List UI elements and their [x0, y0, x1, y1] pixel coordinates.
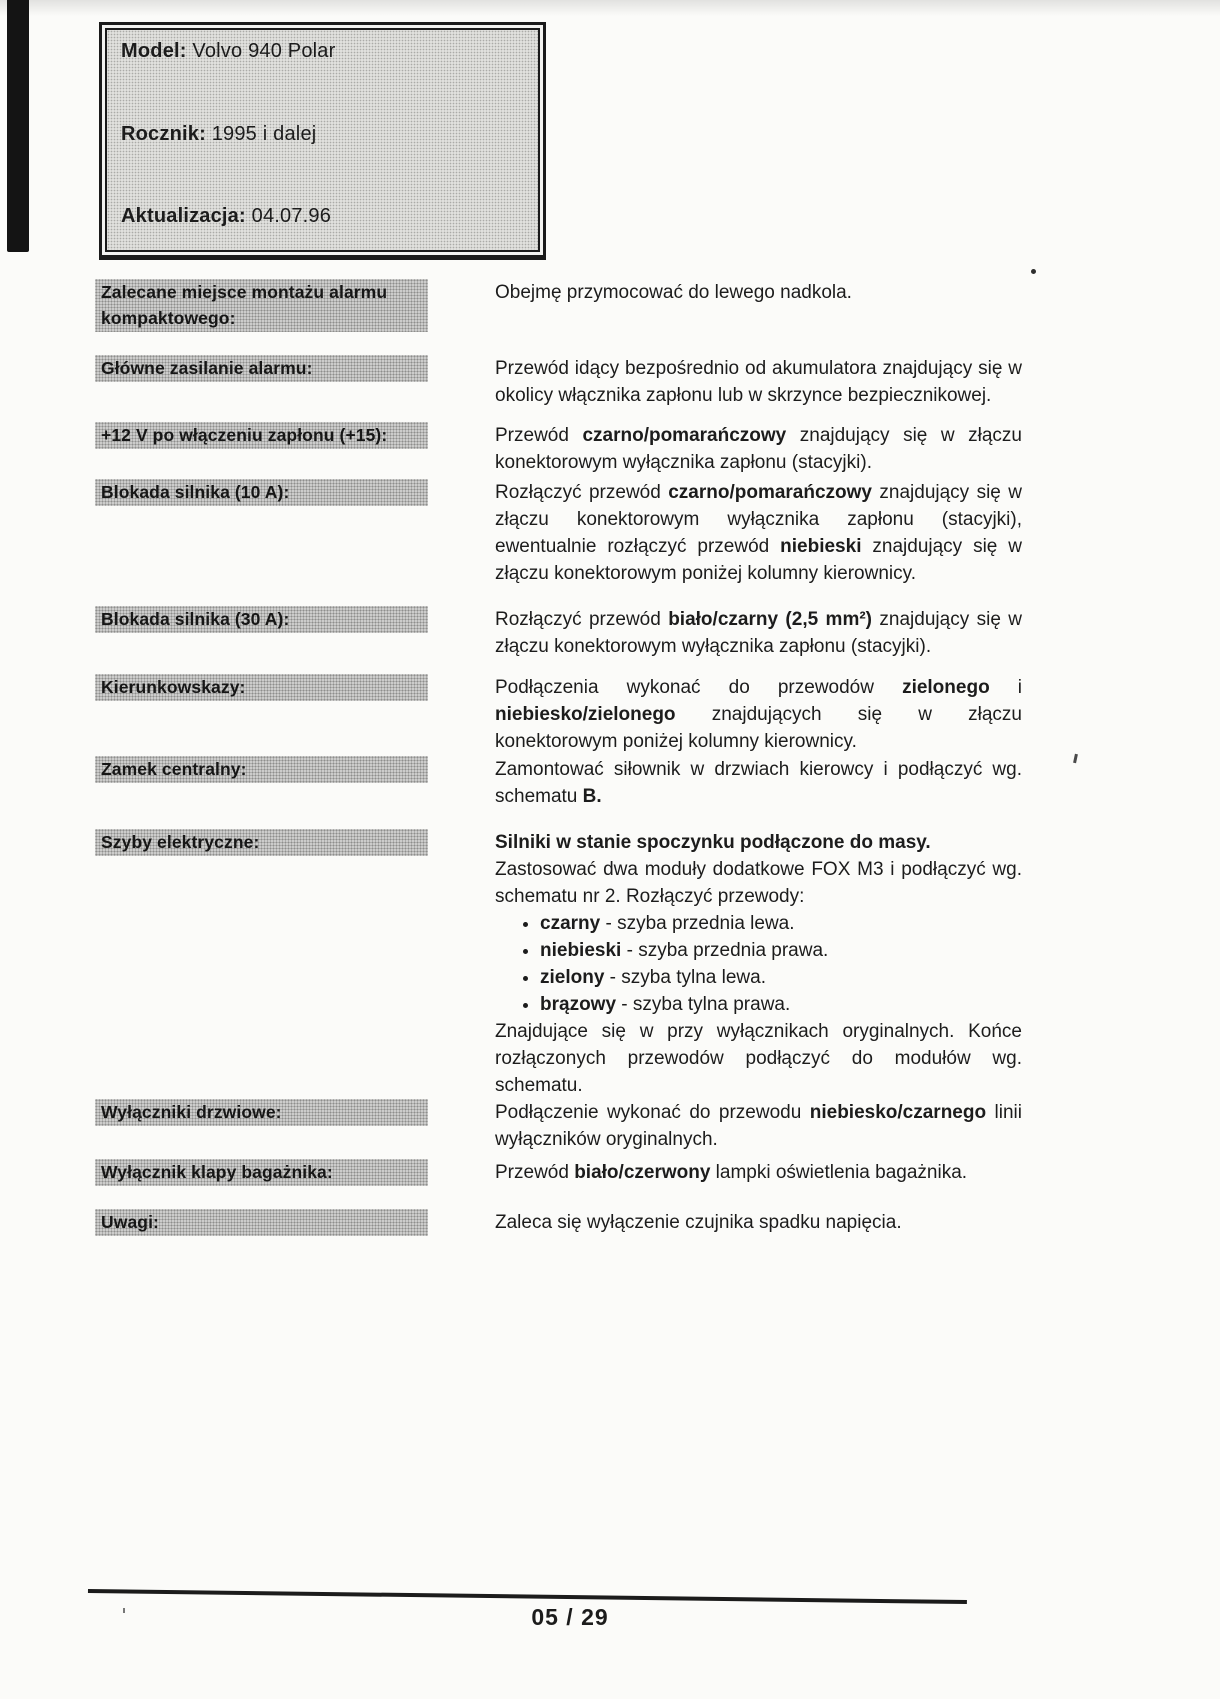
section-paragraph — [495, 1018, 1022, 1099]
section-body — [495, 606, 1022, 660]
section-label-column — [95, 479, 495, 506]
section-label: +12 V po włączeniu zapłonu (+15): — [95, 422, 428, 449]
section-row — [95, 1159, 1025, 1186]
section-paragraph — [495, 829, 1022, 856]
section-row — [95, 674, 1025, 755]
section-label-column — [95, 674, 495, 701]
header-field-value: Volvo 940 Polar — [192, 40, 336, 62]
sections-container — [95, 279, 1025, 1236]
text-segment: Obejmę przymocować do lewego nadkola. — [495, 282, 852, 303]
emphasized-text: B. — [582, 786, 602, 807]
section-body — [495, 1209, 1022, 1236]
section-paragraph — [495, 279, 1022, 306]
page-number: 05 / 29 — [531, 1604, 609, 1630]
text-segment: Zamontować siłownik w drzwiach kierowcy i podłączyć wg. schematu — [495, 759, 1022, 807]
emphasized-text: czarny — [540, 913, 601, 934]
header-box-inner — [105, 28, 540, 252]
section-label: Główne zasilanie alarmu: — [95, 355, 428, 382]
section-label-column — [95, 829, 495, 856]
section-label-column — [95, 756, 495, 783]
header-box — [99, 22, 546, 260]
section-label: Kierunkowskazy: — [95, 674, 428, 701]
emphasized-text: zielony — [540, 967, 605, 988]
footer-divider — [88, 1589, 967, 1604]
bullet-list — [495, 910, 1022, 1018]
header-field-label: Model: — [121, 40, 193, 62]
emphasized-text: zielonego — [902, 677, 990, 698]
emphasized-text: niebiesko/czarnego — [809, 1102, 987, 1123]
section-paragraph — [495, 1209, 1022, 1236]
text-segment: - szyba tylna lewa. — [604, 967, 766, 988]
section-label: Blokada silnika (30 A): — [95, 606, 428, 633]
emphasized-text: biało/czarny (2,5 mm²) — [668, 609, 873, 630]
text-segment: Przewód — [495, 425, 583, 446]
bullet-item — [540, 964, 1022, 991]
section-paragraph — [495, 1099, 1022, 1153]
text-segment: Podłączenie wykonać do przewodu — [495, 1102, 810, 1123]
section-row — [95, 1209, 1025, 1236]
bullet-item — [540, 937, 1022, 964]
section-body — [495, 479, 1022, 587]
text-segment: Przewód idący bezpośrednio od akumulatora znajdujący się w okolicy włącznika zapłonu lub w skrzynce bezpiecznikowej. — [495, 358, 1022, 406]
text-segment: Rozłączyć przewód — [495, 482, 669, 503]
section-paragraph — [495, 355, 1022, 409]
section-label-column — [95, 606, 495, 633]
text-segment: Podłączenia wykonać do przewodów — [495, 677, 903, 698]
scan-speck — [123, 1608, 125, 1613]
emphasized-text: niebieski — [780, 536, 862, 557]
section-label: Szyby elektryczne: — [95, 829, 428, 856]
section-row — [95, 355, 1025, 409]
section-paragraph — [495, 606, 1022, 660]
section-body — [495, 829, 1022, 1099]
section-label: Wyłącznik klapy bagażnika: — [95, 1159, 428, 1186]
section-body — [495, 756, 1022, 810]
emphasized-text: czarno/pomarańczowy — [582, 425, 787, 446]
section-body — [495, 1159, 1022, 1186]
emphasized-text: niebiesko/zielonego — [495, 704, 676, 725]
emphasized-text: Silniki w stanie spoczynku podłączone do masy. — [495, 832, 931, 853]
text-segment: Zastosować dwa moduły dodatkowe FOX M3 i podłączyć wg. schematu nr 2. Rozłączyć przewody: — [495, 859, 1022, 907]
text-segment: znajdujący się w złączu konektorowym wyłącznika zapłonu (stacyjki), ewentualnie rozłączyć przewód — [495, 482, 1023, 557]
text-segment: i — [989, 677, 1023, 698]
section-paragraph — [495, 1159, 1022, 1186]
scan-artifact-bar — [7, 0, 29, 252]
section-label-column — [95, 1159, 495, 1186]
text-segment: linii wyłączników oryginalnych. — [495, 1102, 1022, 1150]
header-field-model — [121, 40, 528, 63]
section-paragraph — [495, 756, 1022, 810]
section-label: Zalecane miejsce montażu alarmu kompaktowego: — [95, 279, 428, 332]
text-segment: - szyba przednia prawa. — [621, 940, 829, 961]
section-row — [95, 756, 1025, 810]
section-body — [495, 1099, 1022, 1153]
text-segment: znajdujących się w złączu konektorowym poniżej kolumny kierownicy. — [495, 704, 1022, 752]
text-segment: znajdujący się w złączu konektorowym wyłącznika zapłonu (stacyjki). — [495, 425, 1022, 473]
section-paragraph — [495, 674, 1022, 755]
section-label: Zamek centralny: — [95, 756, 428, 783]
header-field-label: Aktualizacja: — [121, 205, 252, 227]
bullet-item — [540, 991, 1022, 1018]
header-field-value: 1995 i dalej — [211, 122, 317, 145]
header-field-aktualizacja — [121, 205, 528, 228]
text-segment: - szyba tylna prawa. — [616, 994, 791, 1015]
section-body — [495, 422, 1022, 476]
text-segment: lampki oświetlenia bagażnika. — [710, 1162, 968, 1183]
text-segment: - szyba przednia lewa. — [600, 913, 795, 934]
text-segment: Rozłączyć przewód — [495, 609, 669, 630]
section-row — [95, 479, 1025, 587]
section-label-column — [95, 279, 495, 332]
text-segment: Znajdujące się w przy wyłącznikach oryginalnych. Końce rozłączonych przewodów podłączyć do modułów wg. schematu. — [495, 1021, 1022, 1096]
text-segment: Zaleca się wyłączenie czujnika spadku napięcia. — [495, 1212, 902, 1233]
section-row — [95, 829, 1025, 1099]
section-body — [495, 355, 1022, 409]
emphasized-text: brązowy — [540, 994, 617, 1015]
section-label-column — [95, 1099, 495, 1126]
emphasized-text: niebieski — [540, 940, 622, 961]
section-paragraph — [495, 422, 1022, 476]
section-body — [495, 674, 1022, 755]
section-row — [95, 422, 1025, 476]
section-row — [95, 606, 1025, 660]
section-row — [95, 279, 1025, 332]
scan-speck — [1031, 269, 1036, 274]
section-label: Uwagi: — [95, 1209, 428, 1236]
section-body — [495, 279, 1022, 306]
scan-speck — [1073, 754, 1078, 763]
section-label: Blokada silnika (10 A): — [95, 479, 428, 506]
text-segment: znajdujący się w złączu konektorowym poniżej kolumny kierownicy. — [495, 536, 1023, 584]
section-label-column — [95, 1209, 495, 1236]
section-paragraph — [495, 479, 1022, 587]
section-label: Wyłączniki drzwiowe: — [95, 1099, 428, 1126]
header-field-rocznik — [121, 123, 528, 146]
header-field-value: 04.07.96 — [251, 205, 332, 227]
header-field-label: Rocznik: — [121, 122, 212, 145]
emphasized-text: biało/czerwony — [574, 1162, 711, 1183]
section-paragraph — [495, 856, 1022, 910]
text-segment: Przewód — [495, 1162, 575, 1183]
section-label-column — [95, 422, 495, 449]
text-segment: znajdujący się w złączu konektorowym wyłącznika zapłonu (stacyjki). — [495, 609, 1023, 657]
bullet-item — [540, 910, 1022, 937]
section-row — [95, 1099, 1025, 1153]
section-label-column — [95, 355, 495, 382]
emphasized-text: czarno/pomarańczowy — [668, 482, 872, 503]
